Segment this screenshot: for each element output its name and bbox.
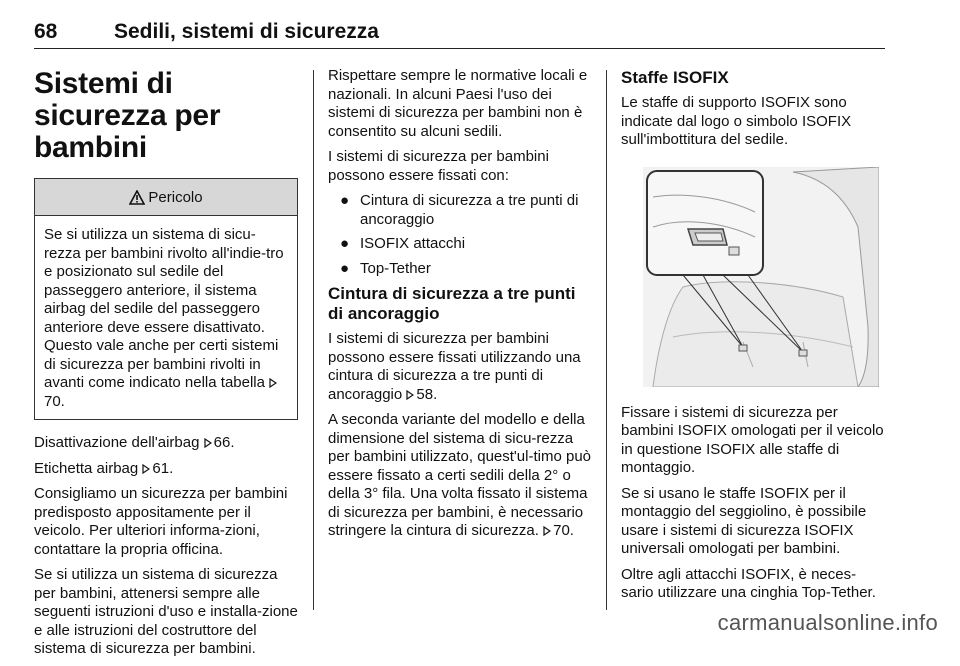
watermark: carmanualsonline.info bbox=[717, 610, 938, 635]
column-divider bbox=[313, 70, 314, 610]
xref-arrow-icon bbox=[142, 464, 150, 474]
paragraph: A seconda variante del modello e della dimensione del sistema di sicu-rezza per bambini utilizzato, quest'ul-timo può essere fissato a certi sedili della 2° o della 3° fila. Una volta fissato il sistema di sicurezza per bambini, è necessario stringere la cintura di sicurezza. bbox=[328, 411, 591, 539]
page-number: 68 bbox=[34, 20, 58, 43]
paragraph: Fissare i sistemi di sicurezza per bambini ISOFIX omologati per il veicolo in questione ISOFIX alle staffe di montaggio. bbox=[621, 403, 884, 476]
section-title: Sedili, sistemi di sicurezza bbox=[114, 20, 379, 43]
list-item: ● ISOFIX attacchi bbox=[340, 235, 466, 252]
danger-header bbox=[35, 179, 297, 216]
paragraph: I sistemi di sicurezza per bambini possono essere fissati con: bbox=[328, 148, 549, 184]
danger-text: Se si utilizza un sistema di sicu-rezza per bambini rivolto all'indie-tro e posizionato sul sedile del passeggero anteriore, il sistema airbag del sedile del passeggero anteriore deve essere disattivato. Questo vale anche per certi sistemi di sicurezza per bambini rivolti in avanti come indicato nella tabella bbox=[44, 226, 284, 391]
list-item: ● Top-Tether bbox=[340, 259, 431, 277]
page-header bbox=[34, 20, 885, 49]
paragraph: Consigliamo un sicurezza per bambini predisposto appositamente per il veicolo. Per ulteriori informa-zioni, contattare la propria officina. bbox=[34, 485, 288, 558]
danger-body bbox=[35, 216, 297, 419]
subsection-heading: Staffe ISOFIX bbox=[621, 68, 729, 87]
page-title: Sistemi di sicurezza per bambini bbox=[34, 67, 221, 164]
isofix-seat-illustration bbox=[643, 167, 879, 387]
xref-link[interactable]: 61. bbox=[152, 459, 174, 477]
paragraph: Etichetta airbag bbox=[34, 459, 139, 477]
xref-arrow-icon bbox=[269, 378, 277, 388]
bullet-dot: ● bbox=[340, 192, 350, 209]
xref-arrow-icon bbox=[543, 526, 551, 536]
paragraph: Se si usano le staffe ISOFIX per il montaggio del seggiolino, è possibile usare i sistemi di sicurezza ISOFIX universali omologati per bambini. bbox=[621, 484, 867, 557]
bullet-dot: ● bbox=[340, 259, 350, 277]
xref-link[interactable]: 70. bbox=[44, 392, 65, 410]
paragraph: Disattivazione dell'airbag bbox=[34, 434, 200, 451]
column-divider bbox=[606, 70, 607, 610]
danger-box bbox=[34, 178, 298, 420]
xref-link[interactable]: 70. bbox=[553, 522, 574, 539]
paragraph: Rispettare sempre le normative locali e nazionali. In alcuni Paesi l'uso dei sistemi di sicurezza per bambini non è consentito su alcuni sedili. bbox=[328, 67, 588, 140]
paragraph: Oltre agli attacchi ISOFIX, è neces-sario utilizzare una cinghia Top-Tether. bbox=[621, 565, 876, 601]
xref-link[interactable]: 66. bbox=[213, 434, 235, 451]
column-1 bbox=[34, 60, 298, 666]
paragraph: Le staffe di supporto ISOFIX sono indicate dal logo o simbolo ISOFIX sull'imbottitura del sedile. bbox=[621, 94, 852, 148]
column-2 bbox=[328, 60, 591, 548]
xref-arrow-icon bbox=[406, 390, 414, 400]
danger-label: Pericolo bbox=[148, 188, 203, 206]
paragraph: I sistemi di sicurezza per bambini possono essere fissati utilizzando una cintura di sicurezza a tre punti di ancoraggio bbox=[328, 330, 581, 403]
subsection-heading: Cintura di sicurezza a tre punti di ancoraggio bbox=[328, 284, 576, 323]
bullet-dot: ● bbox=[340, 235, 350, 252]
warning-triangle-icon bbox=[129, 190, 145, 205]
bullet-list bbox=[328, 192, 591, 278]
list-item: ● Cintura di sicurezza a tre punti di ancoraggio bbox=[340, 192, 579, 228]
paragraph: Se si utilizza un sistema di sicurezza per bambini, attenersi sempre alle seguenti istruzioni d'uso e installa-zione e alle istruzioni del costruttore del sistema di sicurezza per bambini. bbox=[34, 566, 298, 657]
xref-link[interactable]: 58. bbox=[416, 385, 438, 403]
xref-arrow-icon bbox=[204, 438, 212, 448]
column-3 bbox=[621, 60, 885, 610]
